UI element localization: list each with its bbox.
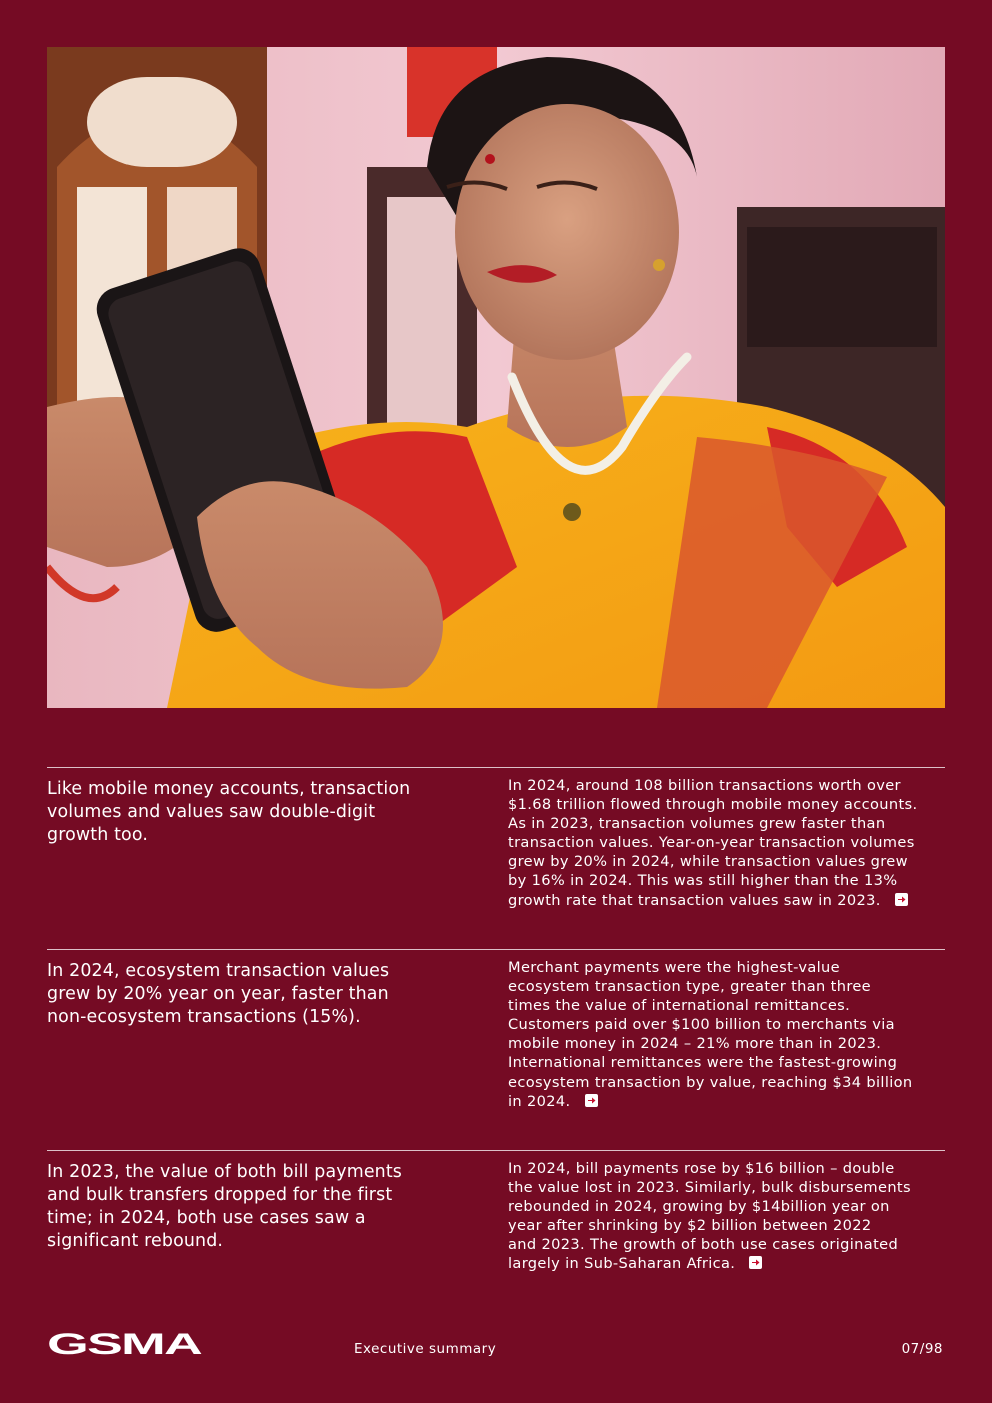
insight-headline: In 2024, ecosystem transaction values grew by 20% year on year, faster than non-ecosystem transactions (15%). xyxy=(47,961,390,1027)
insight-body-text: In 2024, bill payments rose by $16 billion – double the value lost in 2023. Similarly, bulk disbursements rebounded in 2024, growing by $14billion year on year after shrinking by $2 billion between 2022 and 2023. The growth of both use cases originated largely in Sub-Saharan Africa. xyxy=(508,1160,911,1273)
logo-wordmark: GSMA xyxy=(47,1330,202,1358)
gsma-logo[interactable] xyxy=(47,1330,203,1358)
insight-body xyxy=(508,1159,945,1274)
insight-row-1 xyxy=(47,767,945,948)
section-label: Executive summary xyxy=(354,1341,497,1357)
insight-headline: Like mobile money accounts, transaction volumes and values saw double-digit growth too. xyxy=(47,779,411,845)
arrow-right-icon[interactable] xyxy=(749,1256,762,1269)
woman-with-phone-illustration xyxy=(47,47,945,708)
insight-row-2 xyxy=(47,949,945,1150)
insight-headline: In 2023, the value of both bill payments and bulk transfers dropped for the first time; in 2024, both use cases saw a significant rebound. xyxy=(47,1162,403,1251)
insight-body-text: Merchant payments were the highest-value ecosystem transaction type, greater than three times the value of international remittances. Customers paid over $100 billion to merchants via mobile money in 2024 – 21% more than in 2023. International remittances were the fastest-growing ecosystem transaction by value, reaching $34 billion in 2024. xyxy=(508,959,913,1110)
page-number: 07/98 xyxy=(901,1341,943,1357)
insight-body xyxy=(508,958,945,1111)
arrow-right-icon[interactable] xyxy=(895,893,908,906)
hero-photo xyxy=(47,47,945,708)
insight-body xyxy=(508,776,945,910)
insight-row-3 xyxy=(47,1150,945,1291)
arrow-right-icon[interactable] xyxy=(585,1094,598,1107)
insight-body-text: In 2024, around 108 billion transactions worth over $1.68 trillion flowed through mobile money accounts. As in 2023, transaction volumes grew faster than transaction values. Year-on-year transaction volumes grew by 20% in 2024, while transaction values grew by 16% in 2024. This was still higher than the 13% growth rate that transaction values saw in 2023. xyxy=(508,777,918,909)
